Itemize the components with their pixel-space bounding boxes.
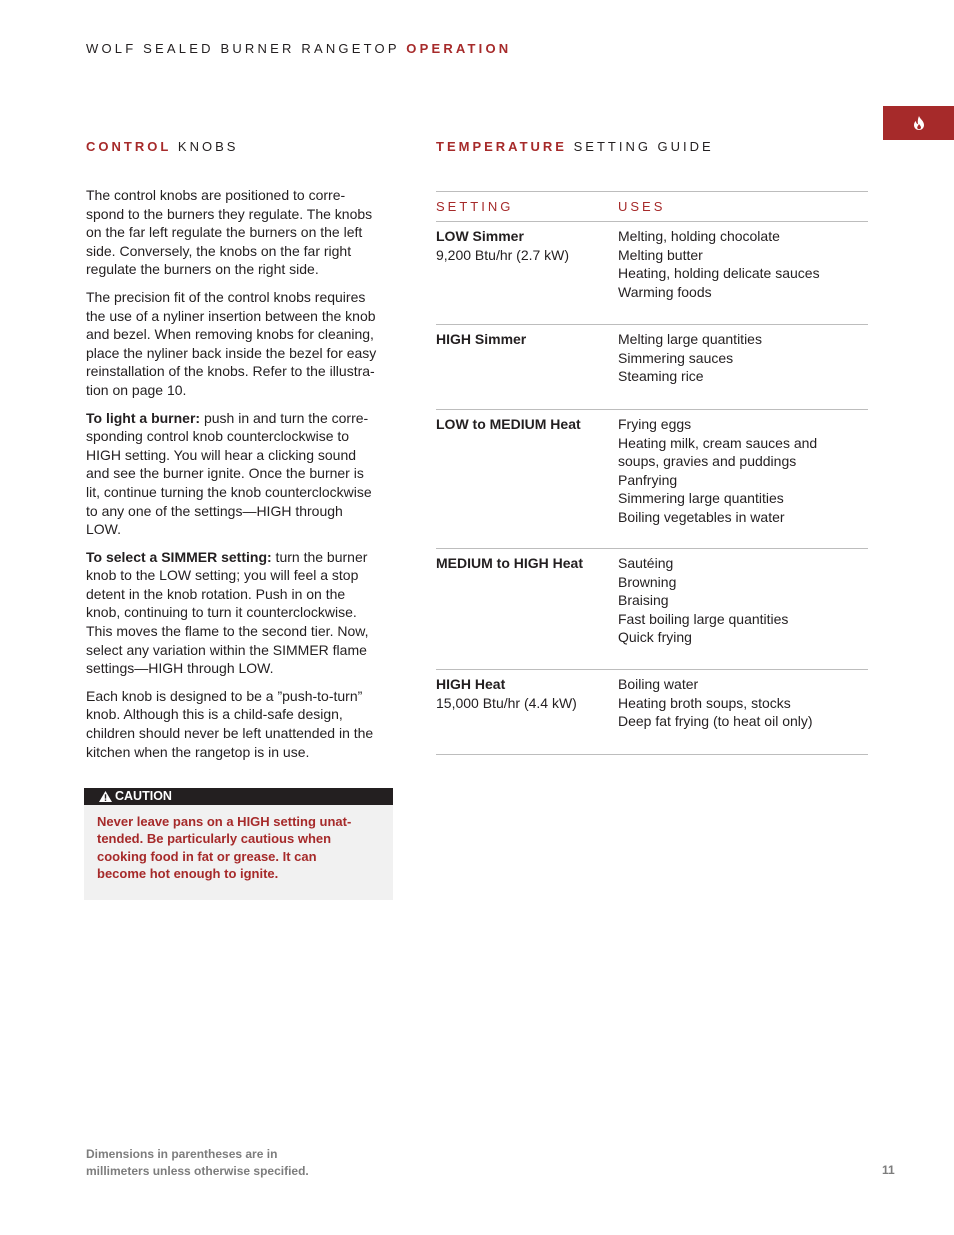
- caution-text: Never leave pans on a HIGH setting unat- tended. Be particularly cautious when cooking food in fat or grease. It can become hot enough to ignite.: [97, 814, 352, 881]
- page-number: 11: [882, 1163, 895, 1177]
- uses-cell: Frying eggs Heating milk, cream sauces and soups, gravies and puddings Panfrying Simmering large quantities Boiling vegetables in water: [618, 416, 818, 525]
- setting-cell: [436, 675, 618, 754]
- setting-output: 9,200 Btu/hr (2.7 kW): [436, 246, 570, 263]
- flame-icon: [913, 116, 925, 130]
- setting-name: HIGH Heat: [436, 676, 506, 692]
- paragraph-lead: To light a burner:: [86, 409, 201, 426]
- caution-box: [84, 788, 393, 900]
- table-row: [436, 410, 868, 549]
- setting-cell: [436, 227, 618, 324]
- setting-cell: [436, 330, 618, 409]
- uses-cell: Sautéing Browning Braising Fast boiling large quantities Quick frying: [618, 555, 789, 645]
- table-row: [436, 670, 868, 755]
- table-row: [436, 549, 868, 670]
- caution-label: CAUTION: [115, 789, 172, 803]
- body-paragraph: The precision fit of the control knobs requires the use of a nyliner insertion between the knob and bezel. When removing knobs for cleaning, place the nyliner back inside the bezel for easy reinstallation of the knobs. Refer to the illustra- tion on page 10.: [86, 288, 377, 398]
- body-paragraph: To select a SIMMER setting: turn the burner knob to the LOW setting; you will feel a stop detent in the knob rotation. Push in on the knob, continuing to turn it counterclockwise. This moves the flame to the second tier. Now, select any variation within the SIMMER flame settings—HIGH through LOW.: [86, 548, 369, 677]
- setting-cell: [436, 415, 618, 548]
- section-tab: [883, 106, 954, 140]
- uses-cell: Melting large quantities Simmering sauces Steaming rice: [618, 331, 762, 384]
- table-body: [436, 222, 868, 755]
- control-knobs-body: [86, 186, 406, 770]
- column-header-uses: USES: [618, 199, 666, 214]
- header-section: OPERATION: [406, 41, 512, 56]
- body-paragraph: To light a burner: push in and turn the corre- sponding control knob counterclockwise to HIGH setting. You will hear a clicking sound and see the burner ignite. Once the burner is lit, continue turning the knob counterclockwise to any one of the settings—HIGH through LOW.: [86, 409, 372, 538]
- table-row: [436, 325, 868, 410]
- header-title: WOLF SEALED BURNER RANGETOP: [86, 41, 400, 56]
- body-paragraph: Each knob is designed to be a ”push-to-turn” knob. Although this is a child-safe design, children should never be left unattended in the kitchen when the rangetop is in use.: [86, 687, 374, 760]
- paragraph-lead: To select a SIMMER setting:: [86, 548, 272, 565]
- setting-output: 15,000 Btu/hr (4.4 kW): [436, 694, 577, 711]
- caution-bar: [84, 788, 393, 805]
- temperature-guide-heading: TEMPERATURE SETTING GUIDE: [436, 139, 714, 154]
- setting-name: LOW Simmer: [436, 228, 524, 244]
- body-paragraph: The control knobs are positioned to corre- spond to the burners they regulate. The knobs on the far left regulate the burners on the left side. Conversely, the knobs on the far right regulate the burners on the right side.: [86, 187, 373, 278]
- uses-cell: Boiling water Heating broth soups, stocks Deep fat frying (to heat oil only): [618, 676, 813, 729]
- page-header: [86, 41, 511, 56]
- warning-icon: [99, 791, 112, 802]
- footnote: Dimensions in parentheses are in millimeters unless otherwise specified.: [86, 1147, 309, 1178]
- setting-name: MEDIUM to HIGH Heat: [436, 555, 583, 571]
- control-knobs-heading: CONTROL KNOBS: [86, 139, 239, 154]
- table-header-row: [436, 191, 868, 222]
- uses-cell: Melting, holding chocolate Melting butter Heating, holding delicate sauces Warming foods: [618, 228, 820, 300]
- setting-cell: [436, 554, 618, 669]
- temperature-table: [436, 191, 868, 755]
- setting-name: HIGH Simmer: [436, 331, 527, 347]
- table-row: [436, 222, 868, 325]
- column-header-setting: SETTING: [436, 199, 514, 214]
- setting-name: LOW to MEDIUM Heat: [436, 416, 581, 432]
